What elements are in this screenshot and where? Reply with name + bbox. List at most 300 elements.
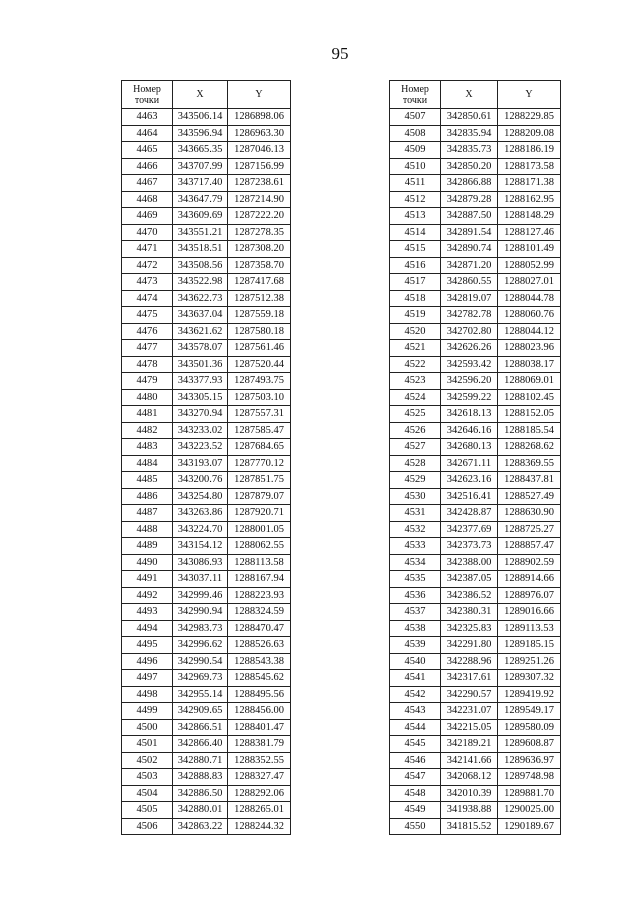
cell-point-number: 4491 [122,571,173,588]
table-row [390,109,561,126]
cell-y: 1288265.01 [228,802,291,819]
cell-y: 1287358.70 [228,257,291,274]
table-row [122,356,291,373]
table-row [390,637,561,654]
cell-y: 1288630.90 [498,505,561,522]
cell-point-number: 4542 [390,686,441,703]
table-row [122,307,291,324]
cell-x: 342871.20 [441,257,498,274]
table-row [122,785,291,802]
cell-x: 343578.07 [173,340,228,357]
cell-point-number: 4544 [390,719,441,736]
table-row [122,719,291,736]
table-row [122,571,291,588]
table-row [390,604,561,621]
cell-y: 1288062.55 [228,538,291,555]
cell-y: 1288162.95 [498,191,561,208]
table-row [122,274,291,291]
cell-y: 1288268.62 [498,439,561,456]
table-row [390,670,561,687]
table-row [390,142,561,159]
cell-point-number: 4472 [122,257,173,274]
cell-point-number: 4523 [390,373,441,390]
cell-point-number: 4477 [122,340,173,357]
cell-y: 1286898.06 [228,109,291,126]
cell-point-number: 4489 [122,538,173,555]
table-row [390,818,561,835]
cell-point-number: 4480 [122,389,173,406]
cell-x: 342866.40 [173,736,228,753]
cell-y: 1288976.07 [498,587,561,604]
cell-point-number: 4528 [390,455,441,472]
cell-x: 342880.01 [173,802,228,819]
cell-x: 342189.21 [441,736,498,753]
header-y: Y [228,81,291,109]
cell-x: 342835.94 [441,125,498,142]
cell-point-number: 4524 [390,389,441,406]
cell-point-number: 4521 [390,340,441,357]
cell-x: 342990.94 [173,604,228,621]
cell-point-number: 4469 [122,208,173,225]
cell-point-number: 4543 [390,703,441,720]
cell-y: 1288902.59 [498,554,561,571]
cell-y: 1287417.68 [228,274,291,291]
table-row [390,439,561,456]
table-row [390,571,561,588]
cell-x: 343233.02 [173,422,228,439]
cell-x: 342888.83 [173,769,228,786]
cell-y: 1287308.20 [228,241,291,258]
cell-y: 1287851.75 [228,472,291,489]
table-row [390,224,561,241]
cell-point-number: 4468 [122,191,173,208]
cell-y: 1287278.35 [228,224,291,241]
cell-x: 342890.74 [441,241,498,258]
table-header-row [122,81,291,109]
header-point-number: Номер точки [122,81,173,109]
cell-x: 342626.26 [441,340,498,357]
table-row [390,373,561,390]
cell-point-number: 4488 [122,521,173,538]
cell-y: 1287493.75 [228,373,291,390]
cell-point-number: 4465 [122,142,173,159]
page-number: 95 [331,44,349,63]
cell-x: 342380.31 [441,604,498,621]
cell-point-number: 4518 [390,290,441,307]
cell-y: 1288244.32 [228,818,291,835]
cell-x: 343518.51 [173,241,228,258]
cell-point-number: 4503 [122,769,173,786]
cell-point-number: 4504 [122,785,173,802]
cell-x: 342680.13 [441,439,498,456]
cell-y: 1287156.99 [228,158,291,175]
cell-point-number: 4540 [390,653,441,670]
cell-x: 342290.57 [441,686,498,703]
cell-point-number: 4522 [390,356,441,373]
cell-x: 342373.73 [441,538,498,555]
cell-y: 1287557.31 [228,406,291,423]
cell-x: 342516.41 [441,488,498,505]
cell-y: 1288857.47 [498,538,561,555]
cell-x: 342702.80 [441,323,498,340]
cell-point-number: 4537 [390,604,441,621]
cell-point-number: 4515 [390,241,441,258]
table-row [122,422,291,439]
cell-x: 342996.62 [173,637,228,654]
cell-point-number: 4467 [122,175,173,192]
cell-x: 342860.55 [441,274,498,291]
cell-x: 343305.15 [173,389,228,406]
cell-x: 342990.54 [173,653,228,670]
cell-point-number: 4497 [122,670,173,687]
cell-y: 1288171.38 [498,175,561,192]
table-row [390,307,561,324]
cell-point-number: 4484 [122,455,173,472]
cell-point-number: 4466 [122,158,173,175]
cell-y: 1288229.85 [498,109,561,126]
table-row [390,125,561,142]
cell-x: 342377.69 [441,521,498,538]
cell-point-number: 4527 [390,439,441,456]
cell-y: 1288327.47 [228,769,291,786]
cell-y: 1287520.44 [228,356,291,373]
cell-y: 1287222.20 [228,208,291,225]
cell-point-number: 4470 [122,224,173,241]
cell-x: 342141.66 [441,752,498,769]
cell-point-number: 4525 [390,406,441,423]
cell-point-number: 4549 [390,802,441,819]
cell-x: 342879.28 [441,191,498,208]
cell-x: 342386.52 [441,587,498,604]
table-row [122,241,291,258]
cell-y: 1288148.29 [498,208,561,225]
cell-point-number: 4502 [122,752,173,769]
cell-y: 1288127.46 [498,224,561,241]
table-row [390,785,561,802]
cell-point-number: 4536 [390,587,441,604]
cell-x: 342388.00 [441,554,498,571]
cell-y: 1288352.55 [228,752,291,769]
cell-x: 343254.80 [173,488,228,505]
cell-y: 1287585.47 [228,422,291,439]
cell-x: 343647.79 [173,191,228,208]
table-row [122,505,291,522]
cell-y: 1287214.90 [228,191,291,208]
cell-y: 1288052.99 [498,257,561,274]
cell-point-number: 4479 [122,373,173,390]
cell-point-number: 4512 [390,191,441,208]
table-row [122,439,291,456]
table-row [390,554,561,571]
cell-y: 1288437.81 [498,472,561,489]
table-row [122,488,291,505]
cell-point-number: 4519 [390,307,441,324]
table-row [390,406,561,423]
header-x: X [441,81,498,109]
table-row [390,323,561,340]
cell-y: 1288044.12 [498,323,561,340]
cell-y: 1289113.53 [498,620,561,637]
cell-y: 1288725.27 [498,521,561,538]
table-row [122,587,291,604]
cell-point-number: 4520 [390,323,441,340]
cell-y: 1288027.01 [498,274,561,291]
cell-point-number: 4474 [122,290,173,307]
cell-y: 1288185.54 [498,422,561,439]
cell-point-number: 4495 [122,637,173,654]
table-row [122,554,291,571]
cell-x: 342886.50 [173,785,228,802]
cell-x: 342671.11 [441,455,498,472]
cell-point-number: 4487 [122,505,173,522]
table-row [122,290,291,307]
coordinates-table-right [389,80,561,835]
table-body-right [390,109,561,835]
cell-y: 1288324.59 [228,604,291,621]
cell-point-number: 4473 [122,274,173,291]
cell-y: 1287503.10 [228,389,291,406]
cell-x: 343522.98 [173,274,228,291]
table-row [390,686,561,703]
cell-x: 342866.88 [441,175,498,192]
cell-x: 342850.61 [441,109,498,126]
cell-point-number: 4534 [390,554,441,571]
table-row [122,521,291,538]
cell-x: 343637.04 [173,307,228,324]
table-row [122,538,291,555]
cell-x: 342866.51 [173,719,228,736]
cell-y: 1288186.19 [498,142,561,159]
table-row [122,125,291,142]
cell-y: 1288526.63 [228,637,291,654]
cell-y: 1288044.78 [498,290,561,307]
cell-y: 1287879.07 [228,488,291,505]
cell-point-number: 4510 [390,158,441,175]
cell-x: 342593.42 [441,356,498,373]
cell-point-number: 4538 [390,620,441,637]
table-row [390,587,561,604]
cell-x: 343609.69 [173,208,228,225]
cell-y: 1288209.08 [498,125,561,142]
table-row [122,670,291,687]
cell-y: 1288102.45 [498,389,561,406]
table-row [390,802,561,819]
cell-y: 1287559.18 [228,307,291,324]
table-row [390,158,561,175]
cell-y: 1287770.12 [228,455,291,472]
cell-x: 342599.22 [441,389,498,406]
cell-y: 1287920.71 [228,505,291,522]
cell-y: 1289307.32 [498,670,561,687]
cell-point-number: 4516 [390,257,441,274]
cell-x: 343717.40 [173,175,228,192]
table-row [122,340,291,357]
cell-x: 343501.36 [173,356,228,373]
cell-y: 1288369.55 [498,455,561,472]
cell-x: 342618.13 [441,406,498,423]
table-row [390,472,561,489]
cell-x: 341815.52 [441,818,498,835]
table-row [122,653,291,670]
cell-x: 342215.05 [441,719,498,736]
cell-y: 1288101.49 [498,241,561,258]
cell-point-number: 4508 [390,125,441,142]
cell-y: 1289549.17 [498,703,561,720]
cell-x: 343263.86 [173,505,228,522]
table-row [122,604,291,621]
table-row [390,653,561,670]
table-row [122,686,291,703]
cell-y: 1289251.26 [498,653,561,670]
cell-x: 343193.07 [173,455,228,472]
cell-x: 343596.94 [173,125,228,142]
cell-y: 1288173.58 [498,158,561,175]
cell-y: 1288023.96 [498,340,561,357]
table-row [390,488,561,505]
cell-y: 1288543.38 [228,653,291,670]
cell-point-number: 4485 [122,472,173,489]
cell-x: 343223.52 [173,439,228,456]
cell-point-number: 4494 [122,620,173,637]
cell-x: 343508.56 [173,257,228,274]
coordinates-table-left [121,80,291,835]
cell-y: 1288292.06 [228,785,291,802]
cell-y: 1287512.38 [228,290,291,307]
cell-x: 342983.73 [173,620,228,637]
cell-y: 1289608.87 [498,736,561,753]
table-row [390,521,561,538]
header-x: X [173,81,228,109]
table-row [122,818,291,835]
cell-x: 342317.61 [441,670,498,687]
table-row [122,142,291,159]
table-row [122,703,291,720]
cell-x: 342880.71 [173,752,228,769]
table-row [122,389,291,406]
cell-x: 343622.73 [173,290,228,307]
table-body-left [122,109,291,835]
cell-y: 1288527.49 [498,488,561,505]
cell-x: 342291.80 [441,637,498,654]
table-row [122,752,291,769]
table-row [122,373,291,390]
cell-point-number: 4530 [390,488,441,505]
cell-point-number: 4499 [122,703,173,720]
cell-point-number: 4546 [390,752,441,769]
table-row [122,472,291,489]
cell-point-number: 4507 [390,109,441,126]
cell-x: 343506.14 [173,109,228,126]
cell-point-number: 4464 [122,125,173,142]
table-row [122,455,291,472]
cell-x: 342068.12 [441,769,498,786]
cell-y: 1288545.62 [228,670,291,687]
cell-point-number: 4498 [122,686,173,703]
cell-x: 342999.46 [173,587,228,604]
table-row [390,290,561,307]
cell-point-number: 4475 [122,307,173,324]
cell-y: 1290189.67 [498,818,561,835]
cell-x: 342596.20 [441,373,498,390]
cell-x: 343665.35 [173,142,228,159]
cell-y: 1289881.70 [498,785,561,802]
cell-y: 1290025.00 [498,802,561,819]
table-row [390,241,561,258]
cell-y: 1288495.56 [228,686,291,703]
cell-y: 1287238.61 [228,175,291,192]
table-row [390,257,561,274]
cell-x: 342909.65 [173,703,228,720]
cell-point-number: 4483 [122,439,173,456]
cell-y: 1287561.46 [228,340,291,357]
cell-x: 343154.12 [173,538,228,555]
table-row [122,637,291,654]
cell-y: 1289580.09 [498,719,561,736]
cell-y: 1288167.94 [228,571,291,588]
cell-y: 1289419.92 [498,686,561,703]
cell-point-number: 4511 [390,175,441,192]
table-row [390,455,561,472]
cell-y: 1287580.18 [228,323,291,340]
cell-x: 342850.20 [441,158,498,175]
table-row [390,274,561,291]
cell-x: 342325.83 [441,620,498,637]
cell-point-number: 4541 [390,670,441,687]
table-row [122,736,291,753]
cell-y: 1288456.00 [228,703,291,720]
cell-y: 1286963.30 [228,125,291,142]
cell-point-number: 4493 [122,604,173,621]
cell-point-number: 4506 [122,818,173,835]
cell-x: 342010.39 [441,785,498,802]
table-row [122,802,291,819]
table-row [122,158,291,175]
table-row [390,356,561,373]
cell-point-number: 4550 [390,818,441,835]
table-row [122,323,291,340]
cell-y: 1288223.93 [228,587,291,604]
table-row [390,736,561,753]
cell-point-number: 4486 [122,488,173,505]
cell-point-number: 4492 [122,587,173,604]
table-row [122,769,291,786]
table-row [390,422,561,439]
cell-point-number: 4532 [390,521,441,538]
table-row [122,224,291,241]
cell-x: 342387.05 [441,571,498,588]
cell-point-number: 4535 [390,571,441,588]
cell-y: 1287046.13 [228,142,291,159]
cell-point-number: 4529 [390,472,441,489]
cell-point-number: 4471 [122,241,173,258]
table-row [122,109,291,126]
cell-x: 342969.73 [173,670,228,687]
cell-point-number: 4500 [122,719,173,736]
cell-point-number: 4496 [122,653,173,670]
cell-point-number: 4481 [122,406,173,423]
table-row [390,620,561,637]
table-row [122,620,291,637]
cell-y: 1288113.58 [228,554,291,571]
cell-y: 1288069.01 [498,373,561,390]
cell-x: 343377.93 [173,373,228,390]
header-point-number: Номер точки [390,81,441,109]
cell-y: 1288001.05 [228,521,291,538]
cell-x: 343551.21 [173,224,228,241]
table-row [122,257,291,274]
cell-point-number: 4514 [390,224,441,241]
cell-point-number: 4531 [390,505,441,522]
